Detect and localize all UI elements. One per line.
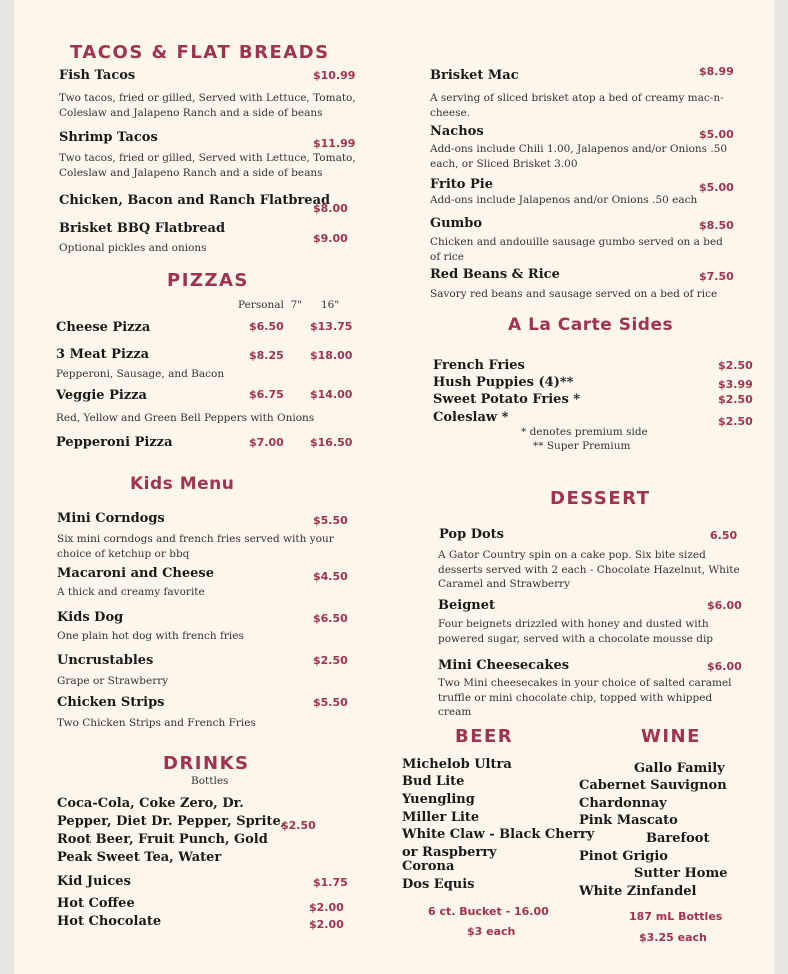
menu-item-name: Chicken Strips (57, 695, 165, 710)
wine-each: $3.25 each (639, 931, 707, 944)
menu-item-price: $18.00 (310, 349, 353, 362)
menu-item-name: Coleslaw * (433, 410, 509, 425)
menu-item-name: Veggie Pizza (56, 388, 147, 403)
soda-line: Root Beer, Fruit Punch, Gold (57, 832, 268, 847)
menu-item-name: Kid Juices (57, 874, 131, 889)
drinks-subtitle: Bottles (191, 775, 229, 787)
menu-item-price: $6.50 (313, 612, 348, 625)
beer-title: BEER (455, 726, 514, 747)
menu-item-name: Hush Puppies (4)** (433, 375, 574, 390)
menu-item-name: 3 Meat Pizza (56, 347, 150, 362)
menu-item-price: $8.50 (699, 219, 734, 232)
wine-item: Pink Mascato (579, 813, 678, 828)
menu-item-name: Brisket Mac (430, 68, 519, 83)
menu-item-name: French Fries (433, 358, 525, 373)
menu-item-desc: Add-ons include Chili 1.00, Jalapenos and/or Onions .50 each, or Sliced Brisket 3.00 (430, 143, 728, 170)
menu-item-desc: Two tacos, fried or gilled, Served with Lettuce, Tomato, Coleslaw and Jalapeno Ranch and a side of beans (59, 152, 356, 179)
sides-note-super-premium: ** Super Premium (533, 440, 631, 452)
menu-item-desc: Four beignets drizzled with honey and dusted with powered sugar, served with a chocolate mousse dip (438, 618, 714, 645)
menu-item-price: $11.99 (313, 137, 356, 150)
menu-item-price: $1.75 (313, 876, 348, 889)
beer-item: Michelob Ultra (402, 757, 512, 772)
menu-item-name: Fish Tacos (59, 68, 136, 83)
soda-line: Pepper, Diet Dr. Pepper, Sprite, (57, 814, 286, 829)
menu-item-name: Shrimp Tacos (59, 130, 158, 145)
menu-item-price: $3.99 (718, 378, 753, 391)
wine-item: Cabernet Sauvignon (579, 778, 727, 793)
menu-item-desc: One plain hot dog with french fries (57, 630, 244, 642)
menu-item-price: $7.00 (249, 436, 284, 449)
kids-title: Kids Menu (130, 474, 235, 494)
menu-item-name: Kids Dog (57, 610, 124, 625)
pizza-col-16: 16" (321, 299, 340, 311)
menu-item-desc: Grape or Strawberry (57, 675, 169, 687)
soda-line: Peak Sweet Tea, Water (57, 850, 222, 865)
menu-item-name: Beignet (438, 598, 496, 613)
menu-item-desc: Chicken and andouille sausage gumbo served on a bed of rice (430, 236, 723, 263)
menu-item-desc: Optional pickles and onions (59, 242, 207, 254)
menu-item-price: $10.99 (313, 69, 356, 82)
menu-item-desc: Two Mini cheesecakes in your choice of salted caramel truffle or mini chocolate chip, topped with whipped cream (438, 677, 732, 718)
wine-item: White Zinfandel (579, 884, 697, 899)
menu-item-price: $2.00 (309, 901, 344, 914)
wine-title: WINE (641, 726, 701, 747)
menu-item-name: Pop Dots (439, 527, 504, 542)
menu-item-name: Mini Cheesecakes (438, 658, 570, 673)
beer-item: Bud Lite (402, 774, 465, 789)
menu-item-name: Uncrustables (57, 653, 154, 668)
beer-each: $3 each (467, 925, 516, 938)
soda-price: $2.50 (281, 819, 316, 832)
wine-bottles: 187 mL Bottles (629, 910, 723, 923)
menu-item-name: Brisket BBQ Flatbread (59, 221, 226, 236)
wine-item: Sutter Home (634, 866, 728, 881)
menu-item-name: Macaroni and Cheese (57, 566, 215, 581)
beer-item: or Raspberry (402, 845, 497, 860)
pizza-col-personal: Personal 7" (238, 299, 303, 311)
menu-item-price: $2.50 (718, 415, 753, 428)
menu-item-desc: A Gator Country spin on a cake pop. Six bite sized desserts served with 2 each - Chocolate Hazelnut, White Caramel and Strawberry (438, 549, 740, 590)
menu-item-desc: Savory red beans and sausage served on a bed of rice (430, 288, 718, 300)
menu-item-price: $8.99 (699, 65, 734, 78)
menu-item-price: $2.50 (718, 393, 753, 406)
menu-item-price: 6.50 (710, 529, 738, 542)
menu-item-desc: Two tacos, fried or gilled, Served with Lettuce, Tomato, Coleslaw and Jalapeno Ranch and a side of beans (59, 92, 356, 119)
menu-item-price: $8.25 (249, 349, 284, 362)
menu-item-price: $6.50 (249, 320, 284, 333)
menu-item-name: Red Beans & Rice (430, 267, 560, 282)
menu-item-desc: Red, Yellow and Green Bell Peppers with Onions (56, 412, 315, 424)
menu-item-name: Cheese Pizza (56, 320, 151, 335)
beer-item: Corona (402, 859, 455, 874)
wine-item: Barefoot (646, 831, 710, 846)
dessert-title: DESSERT (550, 488, 651, 509)
menu-item-price: $9.00 (313, 232, 348, 245)
menu-item-desc: Two Chicken Strips and French Fries (57, 717, 256, 729)
menu-item-desc: A thick and creamy favorite (57, 586, 205, 598)
menu-item-desc: A serving of sliced brisket atop a bed of creamy mac-n-cheese. (430, 92, 724, 119)
menu-item-price: $7.50 (699, 270, 734, 283)
wine-item: Gallo Family (634, 761, 725, 776)
tacos-title: TACOS & FLAT BREADS (70, 42, 330, 63)
beer-item: Dos Equis (402, 877, 475, 892)
sides-note-premium: * denotes premium side (521, 426, 648, 438)
menu-item-name: Chicken, Bacon and Ranch Flatbread (59, 193, 331, 208)
menu-item-price: $5.50 (313, 696, 348, 709)
menu-item-price: $8.00 (313, 202, 348, 215)
pizzas-title: PIZZAS (167, 270, 249, 291)
menu-item-name: Nachos (430, 124, 484, 139)
menu-item-desc: Pepperoni, Sausage, and Bacon (56, 368, 225, 380)
menu-item-name: Hot Coffee (57, 896, 135, 911)
menu-item-price: $6.00 (707, 660, 742, 673)
menu-item-name: Pepperoni Pizza (56, 435, 173, 450)
menu-item-price: $4.50 (313, 570, 348, 583)
beer-item: White Claw - Black Cherry (402, 827, 595, 842)
menu-item-price: $5.00 (699, 128, 734, 141)
beer-item: Miller Lite (402, 810, 480, 825)
wine-item: Chardonnay (579, 796, 667, 811)
menu-item-name: Mini Corndogs (57, 511, 165, 526)
menu-item-desc: Six mini corndogs and french fries served with your choice of ketchup or bbq (57, 533, 334, 560)
soda-line: Coca-Cola, Coke Zero, Dr. (57, 796, 244, 811)
beer-bucket: 6 ct. Bucket - 16.00 (428, 905, 549, 918)
menu-item-price: $2.50 (718, 359, 753, 372)
menu-item-price: $13.75 (310, 320, 353, 333)
menu-item-name: Gumbo (430, 216, 483, 231)
drinks-title: DRINKS (163, 753, 250, 774)
menu-item-price: $14.00 (310, 388, 353, 401)
menu-item-price: $2.00 (309, 918, 344, 931)
menu-item-name: Frito Pie (430, 177, 493, 192)
menu-item-price: $5.00 (699, 181, 734, 194)
menu-item-price: $5.50 (313, 514, 348, 527)
menu-item-desc: Add-ons include Jalapenos and/or Onions .50 each (430, 194, 698, 206)
beer-item: Yuengling (402, 792, 475, 807)
menu-item-price: $6.00 (707, 599, 742, 612)
menu-item-price: $6.75 (249, 388, 284, 401)
wine-item: Pinot Grigio (579, 849, 668, 864)
menu-item-price: $2.50 (313, 654, 348, 667)
menu-item-name: Sweet Potato Fries * (433, 392, 581, 407)
sides-title: A La Carte Sides (508, 315, 674, 335)
menu-item-price: $16.50 (310, 436, 353, 449)
menu-item-name: Hot Chocolate (57, 914, 162, 929)
